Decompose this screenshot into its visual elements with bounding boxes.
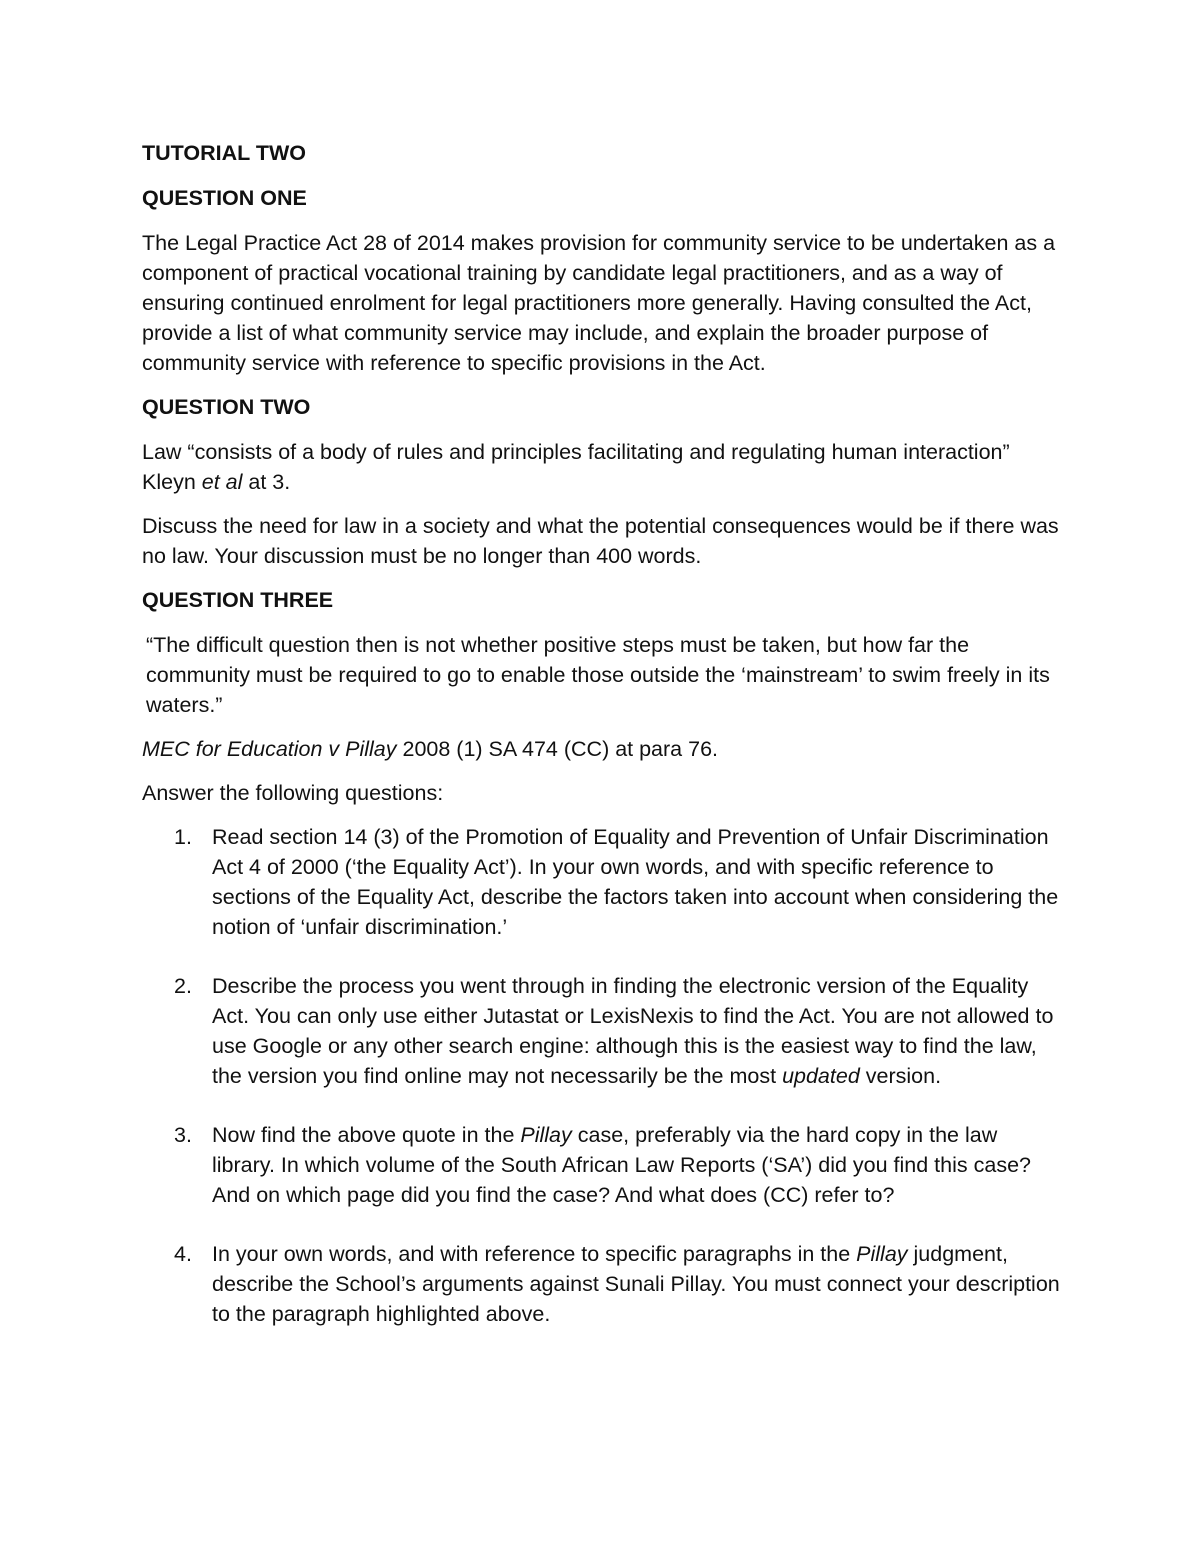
item-text-end: version.: [859, 1064, 942, 1088]
item-number: 3.: [174, 1123, 192, 1147]
citation-rest: 2008 (1) SA 474 (CC) at para 76.: [396, 737, 718, 761]
quote-text-end: at 3.: [242, 470, 291, 494]
item-italic: Pillay: [856, 1242, 908, 1266]
document-page: [142, 138, 1062, 1358]
item-text-end: judgment, describe the School’s arguments against Sunali Pillay. You must connect your description to the paragraph highlighted above.: [212, 1242, 1060, 1326]
list-item: [142, 822, 1062, 942]
question-two-text: Discuss the need for law in a society and what the potential consequences would be if there was no law. Your discussion must be no longer than 400 words.: [142, 514, 1059, 568]
question-one-heading: QUESTION ONE: [142, 186, 307, 210]
item-number: 2.: [174, 974, 192, 998]
item-text: Describe the process you went through in finding the electronic version of the Equality Act. You can only use either Jutastat or LexisNexis to find the Act. You are not allowed to use Google or any other search engine: although this is the easiest way to find the law, the version you find online may not necessarily be the most: [212, 974, 1054, 1088]
item-italic: Pillay: [520, 1123, 572, 1147]
question-three-heading: QUESTION THREE: [142, 588, 334, 612]
item-italic: updated: [782, 1064, 860, 1088]
question-two-heading: QUESTION TWO: [142, 395, 311, 419]
question-two-quote: [142, 437, 1062, 497]
list-item: [142, 1239, 1062, 1329]
quote-text: Law “consists of a body of rules and principles facilitating and regulating human interaction” Kleyn: [142, 440, 1010, 494]
question-list: [142, 822, 1062, 1329]
item-number: 1.: [174, 825, 192, 849]
item-text: Read section 14 (3) of the Promotion of Equality and Prevention of Unfair Discrimination Act 4 of 2000 (‘the Equality Act’). In your own words, and with specific reference to sections of the Equality Act, describe the factors taken into account when considering the notion of ‘unfair discrimination.’: [212, 825, 1059, 939]
question-three-quote: “The difficult question then is not whether positive steps must be taken, but how far the community must be required to go to enable those outside the ‘mainstream’ to swim freely in its waters.”: [146, 633, 1050, 717]
case-name: MEC for Education v Pillay: [142, 737, 397, 761]
item-text-end: case, preferably via the hard copy in the law library. In which volume of the South African Law Reports (‘SA’) did you find this case? And on which page did you find the case? And what does (CC) refer to?: [212, 1123, 1031, 1207]
list-item: [142, 971, 1062, 1091]
answer-intro: Answer the following questions:: [142, 781, 444, 805]
item-text: Now find the above quote in the: [212, 1123, 521, 1147]
item-number: 4.: [174, 1242, 192, 1266]
list-item: [142, 1120, 1062, 1210]
case-citation: [142, 734, 1062, 764]
item-text: In your own words, and with reference to specific paragraphs in the: [212, 1242, 857, 1266]
question-one-text: The Legal Practice Act 28 of 2014 makes provision for community service to be undertaken as a component of practical vocational training by candidate legal practitioners, and as a way of ensuring continued enrolment for legal practitioners more generally. Having consulted the Act, provide a list of what community service may include, and explain the broader purpose of community service with reference to specific provisions in the Act.: [142, 231, 1056, 375]
quote-italic: et al: [201, 470, 243, 494]
document-title: TUTORIAL TWO: [142, 141, 307, 165]
